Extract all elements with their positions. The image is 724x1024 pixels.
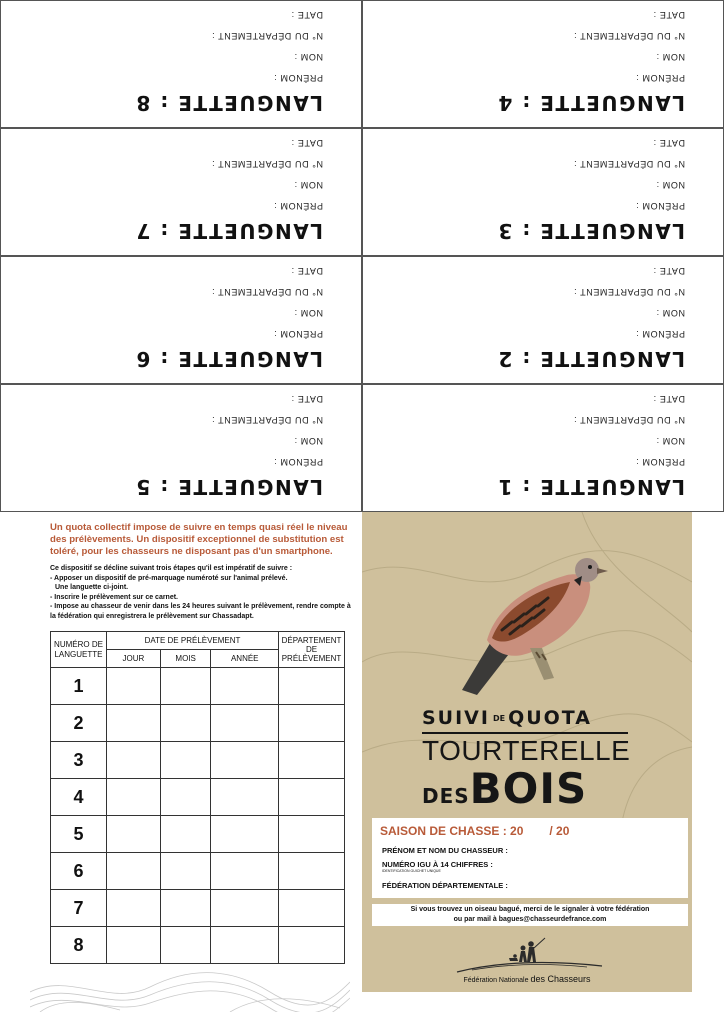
cover-panel	[362, 512, 692, 992]
instructions-panel	[0, 512, 362, 1024]
tab-languette-1[interactable]	[362, 384, 724, 512]
tab-prenom-label: PRÉNOM :	[635, 201, 685, 211]
tab-date-label: DATE :	[291, 138, 323, 148]
row-number: 1	[51, 668, 107, 705]
cell-annee[interactable]	[211, 816, 279, 853]
cell-jour[interactable]	[107, 742, 161, 779]
tab-prenom-label: PRÉNOM :	[273, 73, 323, 83]
tab-date-label: DATE :	[653, 266, 685, 276]
cell-annee[interactable]	[211, 705, 279, 742]
notice-line: ou par mail à bagues@chasseurdefrance.com	[453, 916, 607, 923]
cell-departement[interactable]	[279, 853, 345, 890]
header-text: NUMÉRO DE	[54, 639, 103, 649]
cell-annee[interactable]	[211, 668, 279, 705]
tab-title: LANGUETTE : 3	[496, 219, 685, 243]
hunters-silhouette-icon	[437, 932, 617, 974]
tab-languette-2[interactable]	[362, 256, 724, 384]
title-word: DES	[422, 784, 470, 808]
tab-departement-label: N° DU DÉPARTEMENT :	[211, 287, 323, 297]
banded-bird-notice	[372, 904, 688, 926]
cell-jour[interactable]	[107, 890, 161, 927]
cell-departement[interactable]	[279, 779, 345, 816]
hunting-season-label	[380, 824, 569, 838]
table-row	[51, 779, 345, 816]
tab-title: LANGUETTE : 4	[496, 91, 685, 115]
tab-departement-label: N° DU DÉPARTEMENT :	[573, 159, 685, 169]
title-divider	[422, 732, 628, 734]
cell-annee[interactable]	[211, 742, 279, 779]
column-header-annee: ANNÉE	[211, 650, 279, 668]
tab-languette-7[interactable]	[0, 128, 362, 256]
step-3: - Impose au chasseur de venir dans les 24 heures suivant le prélèvement, rendre compte à	[50, 603, 351, 611]
cell-mois[interactable]	[160, 890, 211, 927]
tab-languette-4[interactable]	[362, 0, 724, 128]
cell-departement[interactable]	[279, 668, 345, 705]
turtle-dove-illustration	[452, 530, 612, 700]
cell-mois[interactable]	[160, 742, 211, 779]
cell-mois[interactable]	[160, 705, 211, 742]
tab-departement-label: N° DU DÉPARTEMENT :	[573, 31, 685, 41]
title-word: QUOTA	[508, 707, 592, 729]
tab-title: LANGUETTE : 5	[134, 475, 323, 499]
hunter-info-form	[372, 818, 688, 898]
tab-date-label: DATE :	[653, 10, 685, 20]
tab-title: LANGUETTE : 7	[134, 219, 323, 243]
igu-subtitle: IDENTIFICATION GUICHET UNIQUE	[382, 869, 441, 873]
title-word: SUIVI	[422, 707, 490, 729]
cell-mois[interactable]	[160, 853, 211, 890]
step-3-detail: la fédération qui enregistrera le prélèvement sur Chassadapt.	[50, 612, 254, 620]
cell-annee[interactable]	[211, 853, 279, 890]
column-header-jour: JOUR	[107, 650, 161, 668]
tab-prenom-label: PRÉNOM :	[273, 457, 323, 467]
tab-nom-label: NOM :	[294, 436, 323, 446]
steps-list	[50, 564, 355, 622]
cell-departement[interactable]	[279, 742, 345, 779]
igu-number-field[interactable]: NUMÉRO IGU À 14 CHIFFRES :	[382, 860, 493, 869]
tab-nom-label: NOM :	[656, 308, 685, 318]
row-number: 4	[51, 779, 107, 816]
column-header-departement	[279, 632, 345, 668]
column-header-date: DATE DE PRÉLÈVEMENT	[107, 632, 279, 650]
tab-title: LANGUETTE : 2	[496, 347, 685, 371]
step-1-detail: Une languette ci-joint.	[55, 584, 129, 592]
tab-title: LANGUETTE : 8	[134, 91, 323, 115]
notice-line: Si vous trouvez un oiseau bagué, merci de le signaler à votre fédération	[410, 906, 650, 913]
tab-languette-3[interactable]	[362, 128, 724, 256]
tab-prenom-label: PRÉNOM :	[273, 201, 323, 211]
tab-nom-label: NOM :	[294, 52, 323, 62]
cell-jour[interactable]	[107, 853, 161, 890]
tab-date-label: DATE :	[291, 10, 323, 20]
cell-jour[interactable]	[107, 705, 161, 742]
row-number: 7	[51, 890, 107, 927]
tab-prenom-label: PRÉNOM :	[273, 329, 323, 339]
cell-annee[interactable]	[211, 779, 279, 816]
tab-nom-label: NOM :	[294, 308, 323, 318]
cell-departement[interactable]	[279, 705, 345, 742]
tab-departement-label: N° DU DÉPARTEMENT :	[573, 415, 685, 425]
header-text: LANGUETTE	[54, 649, 103, 659]
tab-departement-label: N° DU DÉPARTEMENT :	[211, 159, 323, 169]
cell-jour[interactable]	[107, 779, 161, 816]
tab-departement-label: N° DU DÉPARTEMENT :	[211, 31, 323, 41]
title-word: BOIS	[469, 764, 588, 813]
cover-title-suivi-de-quota	[422, 707, 592, 729]
table-row	[51, 890, 345, 927]
column-header-numero	[51, 632, 107, 668]
season-text: SAISON DE CHASSE : 20	[380, 824, 524, 838]
federation-field[interactable]: FÉDÉRATION DÉPARTEMENTALE :	[382, 881, 508, 890]
tab-date-label: DATE :	[291, 266, 323, 276]
header-text: DE	[305, 645, 318, 654]
tab-languette-5[interactable]	[0, 384, 362, 512]
column-header-mois: MOIS	[160, 650, 211, 668]
cell-mois[interactable]	[160, 779, 211, 816]
tab-languette-8[interactable]	[0, 0, 362, 128]
table-row	[51, 853, 345, 890]
cell-departement[interactable]	[279, 816, 345, 853]
row-number: 3	[51, 742, 107, 779]
title-word: DE	[492, 714, 506, 723]
cover-title-tourterelle: TOURTERELLE	[422, 735, 631, 766]
topographic-lines-decoration	[30, 952, 350, 1012]
cell-mois[interactable]	[160, 816, 211, 853]
cell-departement[interactable]	[279, 890, 345, 927]
fnc-logo	[437, 932, 617, 988]
cell-jour[interactable]	[107, 816, 161, 853]
tab-nom-label: NOM :	[294, 180, 323, 190]
steps-lead: Ce dispositif se décline suivant trois étapes qu'il est impératif de suivre :	[50, 565, 293, 572]
header-text: DÉPARTEMENT	[281, 636, 342, 645]
harvest-log-table	[50, 631, 345, 964]
cell-jour[interactable]	[107, 668, 161, 705]
table-row	[51, 668, 345, 705]
table-row	[51, 816, 345, 853]
tab-nom-label: NOM :	[656, 180, 685, 190]
tab-departement-label: N° DU DÉPARTEMENT :	[573, 287, 685, 297]
row-number: 5	[51, 816, 107, 853]
hunter-name-field[interactable]: PRÉNOM ET NOM DU CHASSEUR :	[382, 846, 508, 855]
tab-date-label: DATE :	[653, 394, 685, 404]
tab-departement-label: N° DU DÉPARTEMENT :	[211, 415, 323, 425]
fnc-name	[437, 974, 617, 984]
tab-date-label: DATE :	[653, 138, 685, 148]
step-1: - Apposer un dispositif de pré-marquage numéroté sur l'animal prélevé.	[50, 574, 288, 582]
tab-title: LANGUETTE : 1	[496, 475, 685, 499]
intro-text: Un quota collectif impose de suivre en temps quasi réel le niveau des prélèvements. Un dispositif exceptionnel de substitution est toléré, pour les chasseurs ne disposant pas d'un smartphone.	[50, 522, 348, 557]
tab-languette-6[interactable]	[0, 256, 362, 384]
season-text: / 20	[549, 824, 570, 838]
tab-prenom-label: PRÉNOM :	[635, 329, 685, 339]
table-row	[51, 705, 345, 742]
tab-nom-label: NOM :	[656, 436, 685, 446]
tab-prenom-label: PRÉNOM :	[635, 73, 685, 83]
tab-prenom-label: PRÉNOM :	[635, 457, 685, 467]
header-text: PRÉLÈVEMENT	[281, 654, 342, 663]
org-prefix: Fédération Nationale	[463, 977, 529, 984]
cell-mois[interactable]	[160, 668, 211, 705]
tab-nom-label: NOM :	[656, 52, 685, 62]
step-2: - Inscrire le prélèvement sur ce carnet.	[50, 593, 179, 601]
cover-title-des-bois	[422, 764, 587, 813]
row-number: 8	[51, 927, 107, 964]
tab-title: LANGUETTE : 6	[134, 347, 323, 371]
table-row	[51, 742, 345, 779]
org-name: des Chasseurs	[530, 974, 591, 984]
row-number: 2	[51, 705, 107, 742]
tab-date-label: DATE :	[291, 394, 323, 404]
cell-annee[interactable]	[211, 890, 279, 927]
row-number: 6	[51, 853, 107, 890]
